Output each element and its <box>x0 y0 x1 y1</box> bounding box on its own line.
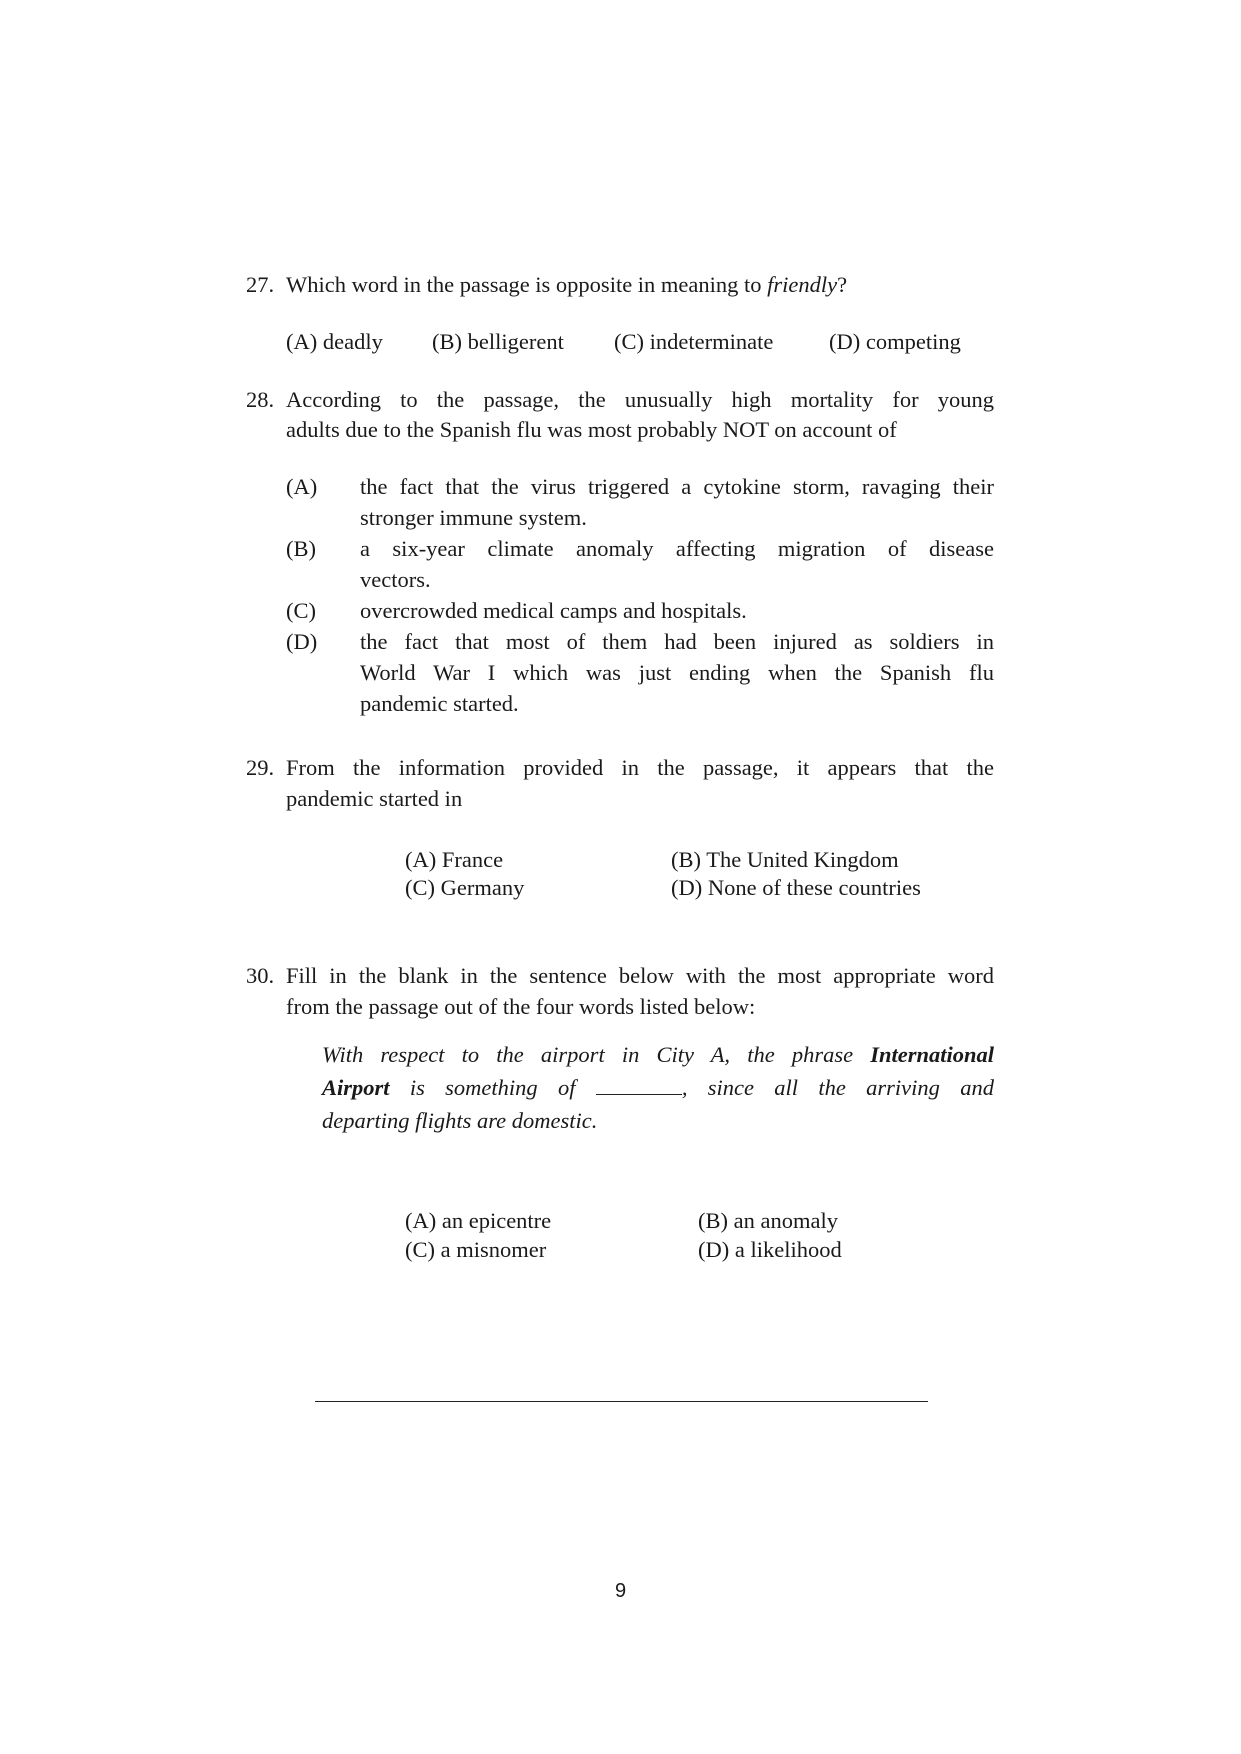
q28-stem-line2: adults due to the Spanish flu was most probably NOT on account of <box>286 417 897 442</box>
q29-option-c <box>405 873 524 903</box>
q28-option-a-label: (A) <box>286 474 318 499</box>
sentence-text: With respect to the airport in City A, the phrase <box>322 1042 871 1067</box>
answer-blank <box>596 1074 682 1095</box>
option-label: (D) <box>829 329 861 354</box>
q30-sentence-line2 <box>322 1073 994 1103</box>
q27-option-b <box>432 327 564 357</box>
q30-stem-line2: from the passage out of the four words listed below: <box>286 994 756 1019</box>
q28-option-b-line2: vectors. <box>360 567 431 592</box>
q30-option-b <box>698 1206 838 1236</box>
option-text: indeterminate <box>649 329 774 354</box>
q29-option-b <box>671 845 899 875</box>
q27-option-c <box>614 327 773 357</box>
option-text: France <box>441 847 504 872</box>
q30-stem-line1: Fill in the blank in the sentence below with the most appropriate word <box>286 963 994 988</box>
q30-sentence-line1 <box>322 1040 994 1070</box>
q28-option-d-line3: pandemic started. <box>360 691 519 716</box>
q27-stem-text: Which word in the passage is opposite in meaning to <box>286 272 768 297</box>
option-text: a likelihood <box>734 1237 842 1262</box>
q30-number: 30. <box>246 963 275 988</box>
q28-option-a-line1: the fact that the virus triggered a cytokine storm, ravaging their <box>360 474 994 499</box>
option-label: (B) <box>671 847 701 872</box>
q28-stem-line1: According to the passage, the unusually high mortality for young <box>286 387 994 412</box>
option-label: (B) <box>698 1208 728 1233</box>
q28-option-d-line2: World War I which was just ending when the Spanish flu <box>360 660 994 685</box>
q27-option-a <box>286 327 383 357</box>
option-label: (A) <box>286 329 318 354</box>
q29-option-a <box>405 845 503 875</box>
option-text: deadly <box>322 329 383 354</box>
option-label: (C) <box>614 329 644 354</box>
q28-option-d-line1: the fact that most of them had been injured as soldiers in <box>360 629 994 654</box>
q28-option-a-line2: stronger immune system. <box>360 505 587 530</box>
q27-stem-italic: friendly <box>767 272 838 297</box>
q27-number: 27. <box>246 272 275 297</box>
option-text: a misnomer <box>440 1237 547 1262</box>
option-label: (C) <box>405 1237 435 1262</box>
option-text: competing <box>865 329 961 354</box>
q30-option-c <box>405 1235 546 1265</box>
q28-option-c-line1: overcrowded medical camps and hospitals. <box>360 598 747 623</box>
sentence-bold: Airport <box>322 1075 390 1100</box>
option-label: (B) <box>432 329 462 354</box>
option-label: (A) <box>405 847 437 872</box>
q28-option-b-label: (B) <box>286 536 316 561</box>
option-text: an epicentre <box>441 1208 552 1233</box>
section-end-rule <box>315 1401 928 1402</box>
sentence-text: is something of <box>389 1075 596 1100</box>
sentence-bold: International <box>870 1042 994 1067</box>
option-text: None of these countries <box>707 875 921 900</box>
q30-option-a <box>405 1206 551 1236</box>
option-text: an anomaly <box>733 1208 838 1233</box>
q28-option-d-label: (D) <box>286 629 318 654</box>
option-label: (C) <box>405 875 435 900</box>
q28-option-b-line1: a six-year climate anomaly affecting migration of disease <box>360 536 994 561</box>
option-text: The United Kingdom <box>706 847 899 872</box>
q27-option-d <box>829 327 961 357</box>
q27-stem-end: ? <box>837 272 848 297</box>
q29-number: 29. <box>246 755 275 780</box>
option-label: (D) <box>698 1237 730 1262</box>
option-label: (A) <box>405 1208 437 1233</box>
q30-sentence-line3: departing flights are domestic. <box>322 1108 598 1133</box>
q27-stem <box>286 270 847 300</box>
sentence-text: , since all the arriving and <box>681 1075 994 1100</box>
option-label: (D) <box>671 875 703 900</box>
q28-option-c-label: (C) <box>286 598 316 623</box>
q29-stem-line1: From the information provided in the passage, it appears that the <box>286 755 994 780</box>
option-text: Germany <box>440 875 525 900</box>
q28-number: 28. <box>246 387 275 412</box>
q30-option-d <box>698 1235 842 1265</box>
option-text: belligerent <box>467 329 564 354</box>
page-number: 9 <box>614 1580 627 1602</box>
q29-option-d <box>671 873 921 903</box>
q29-stem-line2: pandemic started in <box>286 786 463 811</box>
